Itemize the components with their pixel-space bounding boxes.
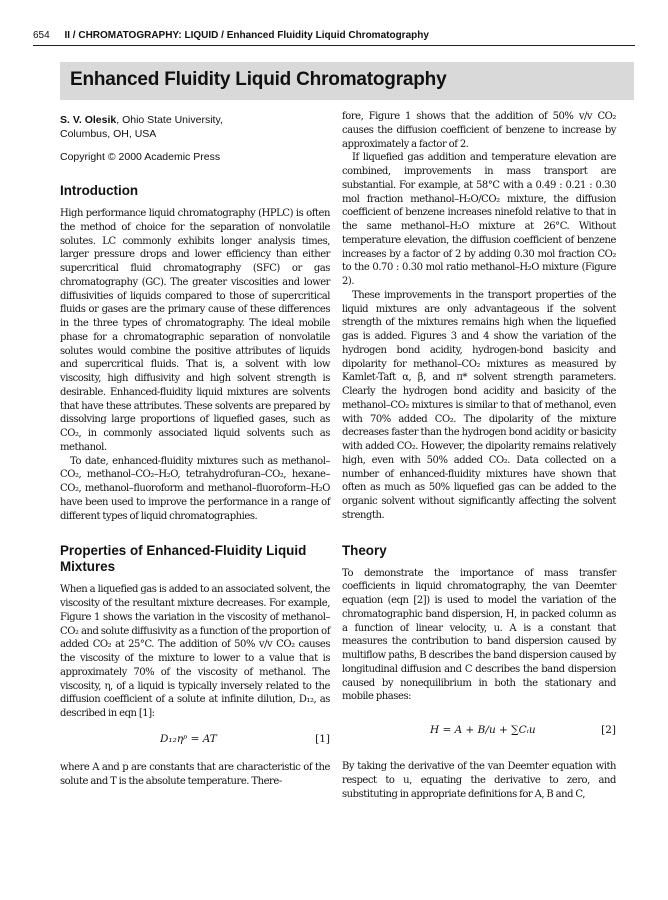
running-section-title: II / CHROMATOGRAPHY: LIQUID / Enhanced Fluidity Liquid Chromatography: [64, 30, 429, 41]
paragraph-intro-1: High performance liquid chromatography (HPLC) is often the method of choice for the separation of nonvolatile solutes. LC commonly exhibits longer analysis times, larger pressure drops and lower efficiency than either supercritical fluid chromatography (SFC) or gas chromatography (GC). The greater viscosities and lower diffusivities of liquids compared to those of supercritical fluids or gases are the primary cause of these differences in the three types of chromatography. The ideal mobile phase for a chromatographic separation of nonvolatile solutes would combine the positive attributes of liquids and supercritical fluids. That is, a solvent with low viscosity, high diffusivity and high solvent strength is desirable. Enhanced-fluidity liquid mixtures are solvents that have these attributes. These solvents are prepared by dissolving large proportions of liquefied gases, such as CO₂, in commonly associated liquid solvents such as methanol.: [60, 208, 330, 453]
page-number: 654: [33, 30, 50, 41]
article-title-bar: [60, 62, 634, 100]
equation-1-formula: D₁₂ηᵖ = AT: [160, 732, 217, 745]
author-location: Columbus, OH, USA: [60, 128, 157, 140]
equation-1-number: [1]: [315, 732, 330, 745]
paragraph-right-1: fore, Figure 1 shows that the addition of 50% v/v CO₂ causes the diffusion coefficient of benzene to increase by approximately a factor of 2.: [342, 111, 616, 150]
paragraph-intro-2: To date, enhanced-fluidity mixtures such as methanol–CO₂, methanol–CO₂–H₂O, tetrahydrofuran–CO₂, hexane–CO₂, methanol–fluoroform and methanol–fluoroform–H₂O have been used to improve the performance in a range of different types of liquid chromatographies.: [60, 455, 330, 522]
header-rule: [33, 45, 635, 46]
section-heading-theory: Theory: [342, 542, 387, 558]
author-affiliation: , Ohio State University,: [116, 114, 223, 126]
paragraph-theory-2: By taking the derivative of the van Deemter equation with respect to u, equating the derivative to zero, and substituting in appropriate definitions for A, B and C,: [342, 761, 616, 800]
section-heading-introduction: Introduction: [60, 183, 139, 198]
equation-2: [342, 712, 616, 750]
equation-2-formula: H = A + B/u + ∑Cᵢu: [430, 724, 536, 736]
equation-1: [60, 729, 330, 751]
paragraph-properties-2: where A and p are constants that are characteristic of the solute and T is the absolute temperature. There-: [60, 761, 330, 787]
paragraph-right-2: If liquefied gas addition and temperature elevation are combined, improvements in mass transport are substantial. For example, at 58°C with a 0.49 : 0.21 : 0.30 mol fraction methanol–H₂O/CO₂ mixture, the diffusion coefficient of benzene increases ninefold relative to that in the same methanol–H₂O mixture at 26°C. Without temperature elevation, the diffusion coefficient of benzene increases by a factor of 2 by adding 0.30 mol fraction CO₂ to the 0.70 : 0.30 mol ratio methanol–H₂O mixture (Figure 2).: [342, 152, 616, 287]
author-name: S. V. Olesik: [60, 114, 117, 126]
author-line: [60, 113, 330, 141]
section-heading-properties: Properties of Enhanced-Fluidity Liquid Mixtures: [60, 543, 307, 575]
running-header: [33, 30, 633, 44]
paragraph-theory-1: To demonstrate the importance of mass transfer coefficients in liquid chromatography, the van Deemter equation (eqn [2]) is used to model the variation of the chromatographic band dispersion, H, in packed column as a function of linear velocity, u. A is a constant that measures the contribution to band dispersion caused by multiflow paths, B describes the band dispersion caused by longitudinal diffusion and C describes the band dispersion caused by nonequilibrium in both the stationary and mobile phases:: [342, 567, 616, 703]
article-title: Enhanced Fluidity Liquid Chromatography: [70, 69, 447, 90]
right-column: [342, 110, 616, 801]
paragraph-properties-1: When a liquefied gas is added to an associated solvent, the viscosity of the resultant mixture decreases. For example, Figure 1 shows the variation in the viscosity of methanol–CO₂ and solute diffusivity as a function of the proportion of added CO₂ at 25°C. The addition of 50% v/v CO₂ causes the viscosity of the mixture to lower to a value that is approximately 70% of the viscosity of methanol. The viscosity, η, of a liquid is typically inversely related to the diffusion coefficient of a solute at infinite dilution, D₁₂, as described in eqn [1]:: [60, 584, 330, 719]
left-column: [60, 110, 330, 788]
equation-2-number: [2]: [601, 724, 616, 736]
copyright-notice: Copyright © 2000 Academic Press: [60, 151, 221, 163]
paragraph-right-3: These improvements in the transport properties of the liquid mixtures are only advantageous if the solvent strength of the mixtures remains high when the liquefied gas is added. Figures 3 and 4 show the variation of the hydrogen bond acidity, hydrogen-bond basicity and dipolarity for methanol–CO₂ mixtures as measured by Kamlet-Taft α, β, and π* solvent strength parameters. Clearly the hydrogen bond acidity and basicity of the methanol–CO₂ mixtures is similar to that of methanol, even with 70% added CO₂. The dipolarity of the mixture decreases faster than the hydrogen bond acidity or basicity with added CO₂. However, the dipolarity remains relatively high, even with 50% added CO₂. Data collected on a number of enhanced-fluidity mixtures have shown that often as much as 50% liquefied gas can be added to the organic solvent without significantly affecting the solvent strength.: [342, 289, 616, 521]
